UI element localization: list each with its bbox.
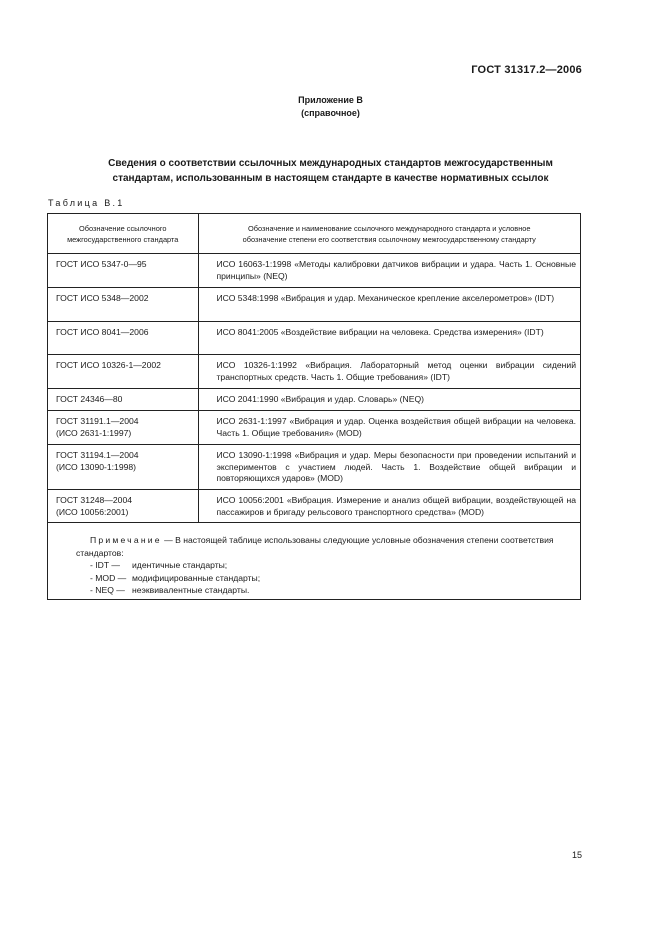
correspondence-table [47, 213, 581, 600]
note-item-idt: - IDT — идентичные стандарты; [90, 560, 228, 570]
note-item-neq: - NEQ — неэквивалентные стандарты. [90, 585, 250, 595]
column-header-iso: Обозначение и наименование ссылочного международного стандарта и условное обозначение степени его соответствия ссылочному межгосударственному стандарту [198, 214, 580, 254]
iso-cell: ИСО 10056:2001 «Вибрация. Измерение и анализ общей вибрации, воздействующей на пассажиров и бригаду рельсового транспортного средства» (MOD) [198, 490, 580, 523]
table-row [48, 490, 580, 523]
table-row [48, 254, 580, 288]
section-title [48, 156, 613, 186]
gost-cell: ГОСТ 31191.1—2004 (ИСО 2631-1:1997) [48, 411, 198, 445]
iso-cell: ИСО 8041:2005 «Воздействие вибрации на человека. Средства измерения» (IDT) [198, 322, 580, 355]
table-row [48, 355, 580, 389]
gost-cell: ГОСТ ИСО 10326-1—2002 [48, 355, 198, 389]
gost-cell: ГОСТ ИСО 8041—2006 [48, 322, 198, 355]
table-row [48, 389, 580, 411]
table-note-row [48, 523, 580, 605]
iso-cell: ИСО 10326-1:1992 «Вибрация. Лабораторный метод оценки вибрации сидений транспортных средств. Часть 1. Общие требования» (IDT) [198, 355, 580, 389]
gost-cell: ГОСТ 24346—80 [48, 389, 198, 411]
table-row [48, 445, 580, 490]
table-row [48, 288, 580, 322]
appendix-title: Приложение В [298, 95, 363, 105]
page-number: 15 [571, 850, 582, 860]
gost-cell: ГОСТ ИСО 5348—2002 [48, 288, 198, 322]
note-prefix: Примечание [90, 535, 162, 545]
column-header-gost: Обозначение ссылочного межгосударственного стандарта [48, 214, 198, 254]
table-header-row [48, 214, 580, 254]
section-title-line-2: стандартам, использованным в настоящем стандарте в качестве нормативных ссылок [112, 173, 549, 184]
table-note [48, 523, 580, 605]
section-title-line-1: Сведения о соответствии ссылочных международных стандартов межгосударственным [108, 158, 553, 169]
iso-cell: ИСО 16063-1:1998 «Методы калибровки датчиков вибрации и удара. Часть 1. Основные принципы» (NEQ) [198, 254, 580, 288]
iso-cell: ИСО 13090-1:1998 «Вибрация и удар. Меры безопасности при проведении испытаний и экспериментов с участием людей. Часть 1. Воздействие общей вибрации и повторяющихся ударов» (MOD) [198, 445, 580, 490]
iso-cell: ИСО 2041:1990 «Вибрация и удар. Словарь» (NEQ) [198, 389, 580, 411]
table-row [48, 322, 580, 355]
appendix-subtitle: (справочное) [301, 108, 360, 118]
note-text: — В настоящей таблице использованы следующие условные обозначения степени соответствия стандартов: [76, 535, 554, 558]
iso-cell: ИСО 2631-1:1997 «Вибрация и удар. Оценка воздействия общей вибрации на человека. Часть 1. Общие требования» (MOD) [198, 411, 580, 445]
table-row [48, 411, 580, 445]
gost-cell: ГОСТ 31194.1—2004 (ИСО 13090-1:1998) [48, 445, 198, 490]
document-code: ГОСТ 31317.2—2006 [471, 64, 582, 76]
iso-cell: ИСО 5348:1998 «Вибрация и удар. Механическое крепление акселерометров» (IDT) [198, 288, 580, 322]
appendix-heading [0, 94, 661, 120]
gost-cell: ГОСТ ИСО 5347-0—95 [48, 254, 198, 288]
note-item-mod: - MOD — модифицированные стандарты; [90, 572, 261, 583]
gost-cell: ГОСТ 31248—2004 (ИСО 10056:2001) [48, 490, 198, 523]
table-label: Таблица В.1 [48, 198, 125, 208]
